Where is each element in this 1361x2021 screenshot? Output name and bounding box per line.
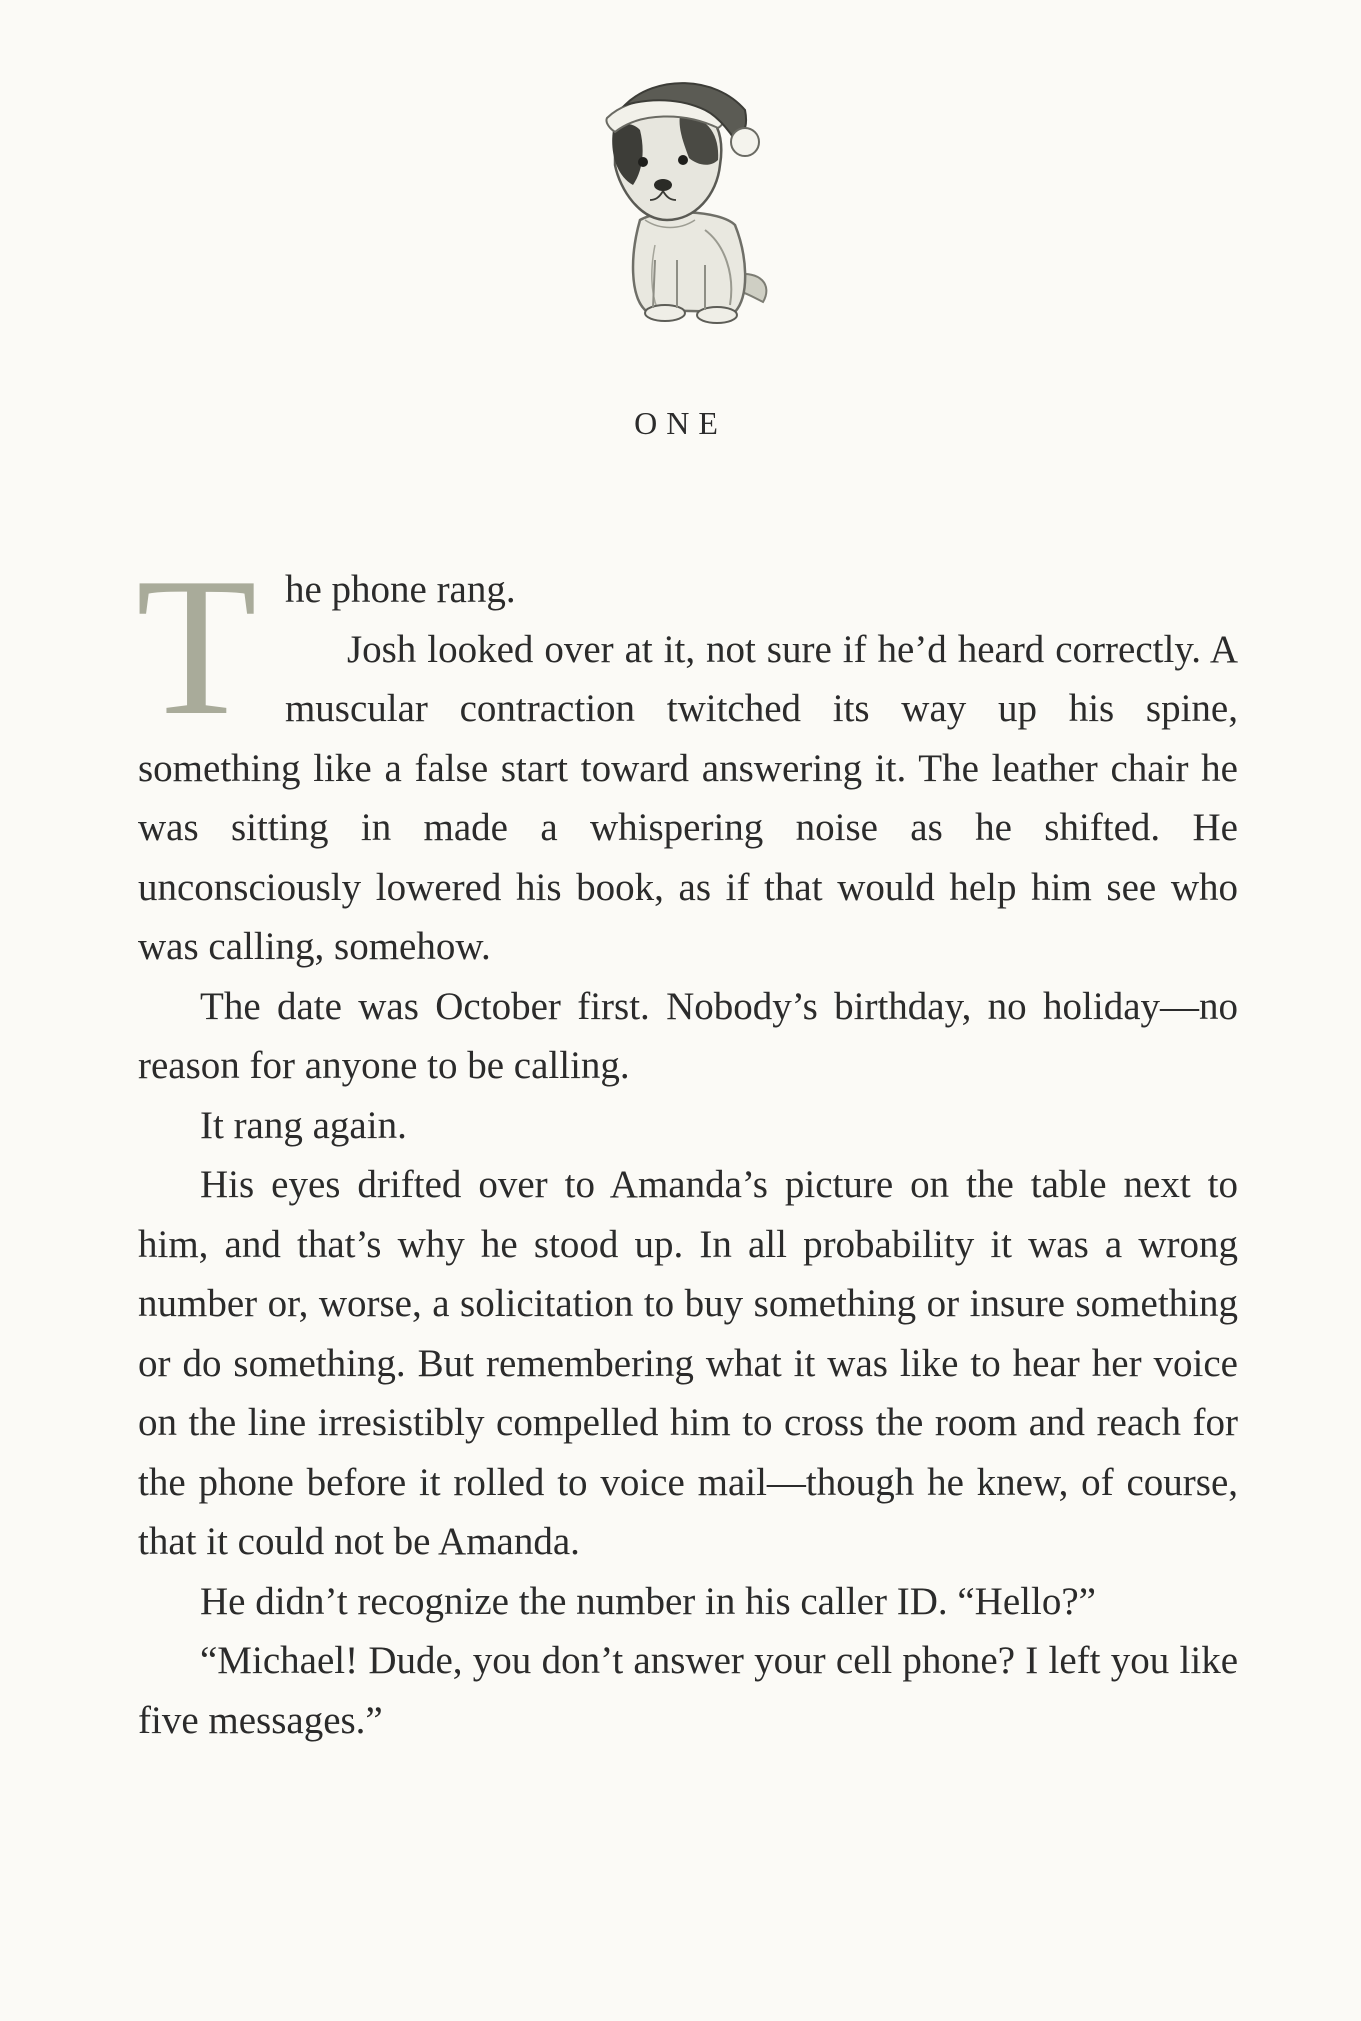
drop-cap: T xyxy=(136,537,257,756)
paragraph: His eyes drifted over to Amanda’s picture on the table next to him, and that’s why he stood up. In all probability it was a wrong number or, worse, a solicitation to buy something or insure something or do something. But remembering what it was like to hear her voice on the line irresistibly compelled him to cross the room and reach for the phone before it rolled to voice mail—though he knew, of course, that it could not be Amanda. xyxy=(138,1163,1238,1563)
paragraph: Josh looked over at it, not sure if he’d heard correctly. A muscular contraction twitched its way up his spine, something like a false start toward answering it. The leather chair he was sitting in made a whispering noise as he shifted. He unconsciously lowered his book, as if that would help him see who was calling, somehow. xyxy=(138,627,1238,968)
paragraph: he phone rang. xyxy=(284,568,516,611)
paragraph: He didn’t recognize the number in his caller ID. “Hello?” xyxy=(200,1579,1096,1623)
chapter-text xyxy=(136,537,1238,1750)
paragraph: The date was October first. Nobody’s birthday, no holiday—no reason for anyone to be calling. xyxy=(138,984,1238,1087)
paragraph: It rang again. xyxy=(200,1103,407,1147)
paragraph: “Michael! Dude, you don’t answer your cell phone? I left you like five messages.” xyxy=(138,1639,1238,1742)
puppy-in-santa-hat-icon xyxy=(585,70,805,330)
chapter-heading: ONE xyxy=(634,405,727,441)
